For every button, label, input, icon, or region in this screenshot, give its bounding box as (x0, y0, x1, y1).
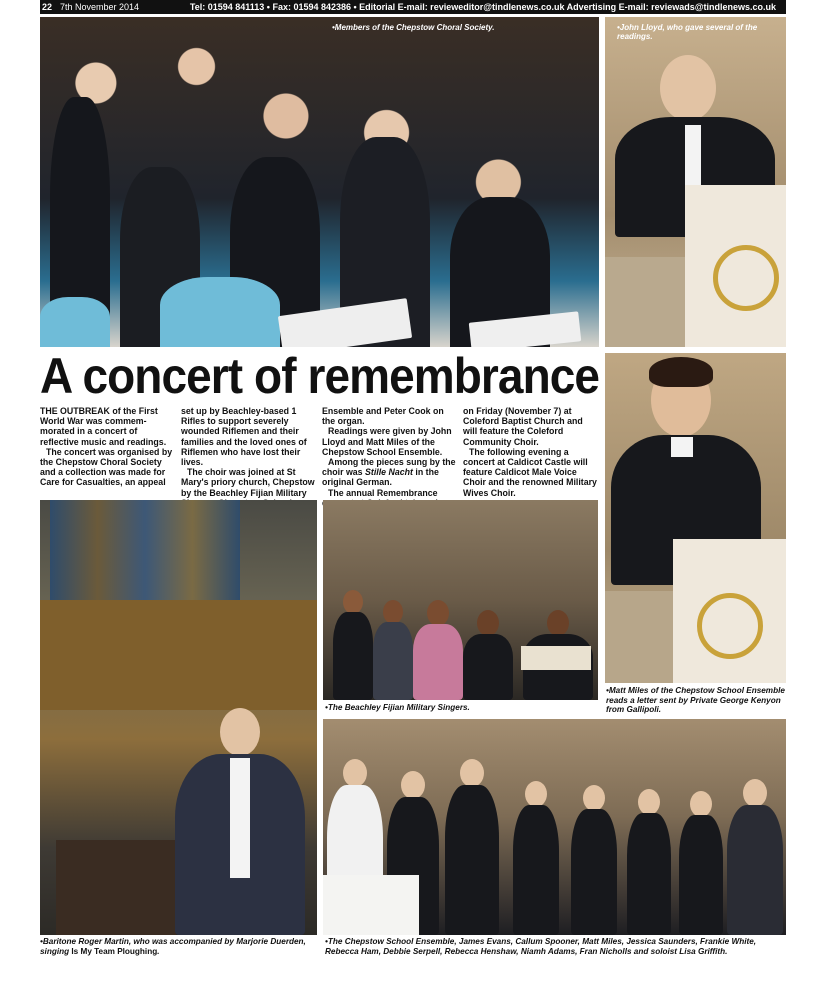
ensemble-member (445, 759, 499, 935)
text-run: in the original German. (322, 467, 439, 488)
baritone-caption (40, 937, 330, 956)
singer-figure (333, 590, 373, 700)
issue-date: 7th November 2014 (60, 2, 140, 12)
article-paragraph: on Friday (November 7) at Coleford Baptist Church and will feature the Coleford Community Choir. (463, 406, 583, 447)
article-lead: THE OUTBREAK of the First World War was commem-morated in a concert of reflective music and readings. (40, 406, 167, 447)
page-number: 22 (42, 2, 53, 12)
singer-figure (160, 277, 280, 347)
fijian-caption: •The Beachley Fijian Military Singers. (325, 703, 470, 712)
ensemble-member (627, 789, 671, 935)
article-paragraph: Readings were given by John Lloyd and Matt Miles of the Chepstow School Ensemble. (322, 426, 452, 457)
reredos (40, 600, 317, 710)
stained-glass-window (50, 500, 240, 610)
article-paragraph: Ensemble and Peter Cook on the organ. (322, 406, 444, 427)
headline: A concert of remembrance (40, 348, 600, 404)
article-column-1 (40, 406, 175, 488)
poppy-wreath (713, 245, 779, 311)
article-paragraph: The following evening a concert at Caldicot Castle will feature Caldicot Male Voice Choir and the renowned Military Wives Choir. (463, 446, 597, 498)
fijian-singers-photo (323, 500, 598, 700)
poppy-wreath (697, 593, 763, 659)
choir-photo (40, 17, 599, 347)
singer-figure (463, 610, 513, 700)
ensemble-photo (323, 719, 786, 935)
music-stand (521, 646, 591, 670)
article-paragraph: The choir was joined at St Mary's priory church, Chepstow by the Beachley Fijian Military (181, 467, 315, 498)
singer-figure (413, 600, 463, 700)
singer-figure (40, 297, 110, 347)
piano (56, 840, 176, 935)
article-paragraph (322, 457, 457, 488)
article-paragraph: The annual Remembrance (328, 487, 438, 498)
ensemble-member (571, 785, 617, 935)
song-title: Is My Team Ploughing (71, 946, 158, 956)
choir-caption: •Members of the Chepstow Choral Society. (332, 23, 495, 32)
text-run: Among the pieces sung by the choir was (322, 457, 456, 478)
article-paragraph: set up by Beachley-based 1 Rifles to support severely wounded Riflemen and their families and the loved ones of Riflemen who have lost their lives. (181, 406, 307, 468)
singer-figure (373, 600, 413, 700)
text-run: . (157, 946, 160, 956)
pillar (605, 591, 673, 683)
miles-caption: •Matt Miles of the Chepstow School Ensemble reads a letter sent by Private George Kenyon from Gallipoli. (606, 686, 785, 715)
baritone-figure (170, 700, 310, 935)
song-title: Stille Nacht (365, 467, 413, 478)
article-paragraph: The concert was organised by the Chepstow Choral Society and a collection was made for Care for Casualties, an appeal (40, 446, 173, 488)
ensemble-caption: •The Chepstow School Ensemble, James Evans, Callum Spooner, Matt Miles, Jessica Saunders, Frankie White, Rebecca Ham, Debbie Serpell, Rebecca Henshaw, Niamh Adams, Fran Nicholls and soloist Lisa Griffith. (325, 937, 757, 956)
lloyd-caption: •John Lloyd, who gave several of the readings. (617, 23, 758, 41)
music-score (323, 875, 419, 935)
ensemble-member (679, 791, 723, 935)
lloyd-photo (605, 17, 786, 347)
pillar (605, 257, 685, 347)
contact-details: Tel: 01594 841113 • Fax: 01594 842386 • Editorial E-mail: revieweditor@tindlenews.co.uk Advertising E-mail: reviewads@tindlenews.co.uk (189, 2, 776, 12)
masthead-bar (40, 0, 786, 14)
baritone-photo (40, 500, 317, 935)
article-column-2 (181, 406, 316, 508)
conductor-figure (727, 779, 783, 935)
article-column-4 (463, 406, 598, 498)
text-run: •Baritone Roger Martin, who was accompanied by Marjorie Duerden, singing (40, 937, 306, 956)
ensemble-member (513, 781, 559, 935)
miles-photo (605, 353, 786, 683)
article-column-3 (322, 406, 457, 508)
